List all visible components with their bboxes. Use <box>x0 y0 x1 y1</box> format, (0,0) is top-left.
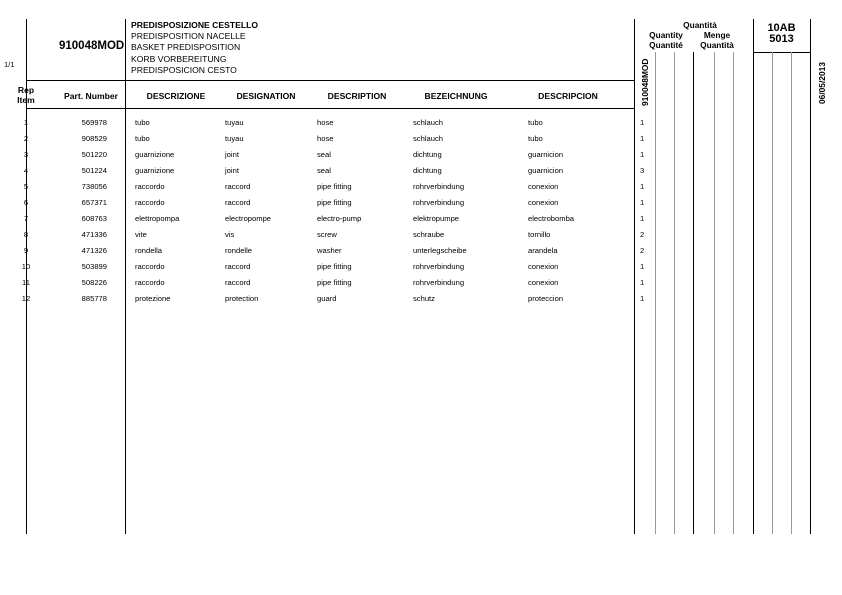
row-description: washer <box>317 246 342 255</box>
row-designation: protection <box>225 294 259 303</box>
row-rep: 9 <box>23 246 29 255</box>
row-bezeichnung: schutz <box>413 294 435 303</box>
row-part-number: 569978 <box>81 118 107 127</box>
row-quantity: 2 <box>640 246 645 255</box>
row-designation: vis <box>225 230 235 239</box>
qty-grid-line <box>655 52 656 534</box>
row-quantity: 1 <box>640 294 645 303</box>
row-part-number: 508226 <box>81 278 107 287</box>
col-bezeichnung: BEZEICHNUNG <box>424 91 488 101</box>
row-quantity: 3 <box>640 166 645 175</box>
row-descrizione: guarnizione <box>135 150 175 159</box>
row-bezeichnung: schraube <box>413 230 445 239</box>
row-bezeichnung: dichtung <box>413 166 442 175</box>
row-description: hose <box>317 118 334 127</box>
qty-header-separator-line <box>753 52 810 53</box>
title-block <box>131 20 258 76</box>
row-quantity: 1 <box>640 214 645 223</box>
row-bezeichnung: rohrverbindung <box>413 262 465 271</box>
row-descripcion: conexion <box>528 278 559 287</box>
qty-grid-line <box>733 52 734 534</box>
title-es: PREDISPOSICION CESTO <box>131 64 237 75</box>
row-part-number: 471336 <box>81 230 107 239</box>
vertical-assembly-code: 910048MOD <box>640 58 650 106</box>
row-descrizione: elettropompa <box>135 214 180 223</box>
row-descripcion: conexion <box>528 262 559 271</box>
row-part-number: 471326 <box>81 246 107 255</box>
row-descripcion: arandela <box>528 246 558 255</box>
row-description: guard <box>317 294 337 303</box>
row-bezeichnung: elektropumpe <box>413 214 460 223</box>
row-descrizione: guarnizione <box>135 166 175 175</box>
row-description: pipe fitting <box>317 198 352 207</box>
row-descrizione: tubo <box>135 134 150 143</box>
assembly-code: 910048MOD <box>59 40 125 52</box>
model-line-1: 10AB <box>767 22 796 34</box>
quantity-label-it: Quantità <box>683 20 717 30</box>
row-descrizione: raccordo <box>135 262 165 271</box>
row-descrizione: raccordo <box>135 278 165 287</box>
row-description: seal <box>317 166 331 175</box>
row-descripcion: proteccion <box>528 294 564 303</box>
row-rep: 3 <box>23 150 29 159</box>
row-quantity: 1 <box>640 150 645 159</box>
right-border-line <box>810 19 811 534</box>
row-part-number: 908529 <box>81 134 107 143</box>
qty-grid-line <box>674 52 675 534</box>
row-descripcion: conexion <box>528 182 559 191</box>
row-description: pipe fitting <box>317 278 352 287</box>
row-quantity: 2 <box>640 230 645 239</box>
row-bezeichnung: dichtung <box>413 150 442 159</box>
row-rep: 12 <box>21 294 31 303</box>
row-part-number: 738056 <box>81 182 107 191</box>
row-part-number: 608763 <box>81 214 107 223</box>
title-fr: PREDISPOSITION NACELLE <box>131 31 246 42</box>
row-description: pipe fitting <box>317 182 352 191</box>
row-rep: 1 <box>23 118 29 127</box>
qty-grid-line <box>714 52 715 534</box>
col-rep-label: Rep <box>17 85 35 95</box>
col-description: DESCRIPTION <box>327 91 387 101</box>
row-quantity: 1 <box>640 118 645 127</box>
row-bezeichnung: rohrverbindung <box>413 198 465 207</box>
row-designation: tuyau <box>225 118 244 127</box>
qty-left-divider <box>634 19 635 534</box>
row-descripcion: tubo <box>528 134 543 143</box>
row-bezeichnung: rohrverbindung <box>413 182 465 191</box>
quantity-label-de: Menge <box>703 30 731 40</box>
row-descrizione: raccordo <box>135 198 165 207</box>
row-descripcion: guarnicion <box>528 166 564 175</box>
quantity-label-fr: Quantité <box>649 40 683 50</box>
row-quantity: 1 <box>640 134 645 143</box>
row-description: seal <box>317 150 331 159</box>
quantity-label-it2: Quantità <box>700 40 734 50</box>
row-descrizione: rondella <box>135 246 163 255</box>
row-description: electro-pump <box>317 214 362 223</box>
col-descripcion: DESCRIPCION <box>538 91 598 101</box>
title-it: PREDISPOSIZIONE CESTELLO <box>131 20 259 30</box>
model-grid-line <box>791 52 792 534</box>
row-bezeichnung: schlauch <box>413 118 443 127</box>
row-bezeichnung: rohrverbindung <box>413 278 465 287</box>
row-rep: 10 <box>21 262 31 271</box>
quantity-label-en: Quantity <box>649 30 683 40</box>
row-part-number: 503899 <box>81 262 107 271</box>
row-description: screw <box>317 230 337 239</box>
page-count: 1/1 <box>4 60 15 69</box>
row-rep: 8 <box>23 230 29 239</box>
row-descrizione: tubo <box>135 118 150 127</box>
row-part-number: 657371 <box>81 198 107 207</box>
row-descrizione: protezione <box>135 294 171 303</box>
row-quantity: 1 <box>640 278 645 287</box>
row-descripcion: conexion <box>528 198 559 207</box>
col-rep-item <box>14 85 38 105</box>
qty-grid-line <box>693 52 694 534</box>
row-designation: joint <box>225 166 239 175</box>
row-rep: 6 <box>23 198 29 207</box>
row-rep: 11 <box>22 278 30 287</box>
row-quantity: 1 <box>640 198 645 207</box>
col-designation: DESIGNATION <box>236 91 296 101</box>
row-designation: tuyau <box>225 134 244 143</box>
row-descrizione: vite <box>135 230 147 239</box>
row-rep: 7 <box>23 214 29 223</box>
row-quantity: 1 <box>640 262 645 271</box>
col-item-label: Item <box>17 95 35 105</box>
row-designation: raccord <box>225 278 251 287</box>
row-rep: 5 <box>23 182 29 191</box>
row-part-number: 501220 <box>81 150 107 159</box>
row-designation: raccord <box>225 198 251 207</box>
row-descripcion: electrobomba <box>528 214 575 223</box>
row-designation: electropompe <box>225 214 272 223</box>
row-description: pipe fitting <box>317 262 352 271</box>
row-part-number: 501224 <box>81 166 107 175</box>
columns-separator-line <box>26 108 635 109</box>
row-rep: 4 <box>23 166 29 175</box>
row-descripcion: tornillo <box>528 230 551 239</box>
row-bezeichnung: unterlegscheibe <box>413 246 467 255</box>
header-separator-line <box>26 80 635 81</box>
model-grid-line <box>772 52 773 534</box>
title-en: BASKET PREDISPOSITION <box>131 42 241 53</box>
title-de: KORB VORBEREITUNG <box>131 53 227 64</box>
row-descripcion: tubo <box>528 118 543 127</box>
row-description: hose <box>317 134 334 143</box>
row-quantity: 1 <box>640 182 645 191</box>
model-line-2: 5013 <box>769 33 794 45</box>
row-descrizione: raccordo <box>135 182 165 191</box>
row-rep: 2 <box>23 134 29 143</box>
row-designation: raccord <box>225 262 251 271</box>
col-part-number: Part. Number <box>64 91 118 101</box>
qty-model-divider <box>753 19 754 534</box>
row-designation: raccord <box>225 182 251 191</box>
row-designation: rondelle <box>225 246 253 255</box>
col-descrizione: DESCRIZIONE <box>146 91 206 101</box>
row-part-number: 885778 <box>81 294 107 303</box>
row-bezeichnung: schlauch <box>413 134 443 143</box>
row-designation: joint <box>225 150 239 159</box>
vertical-date: 06/05/2013 <box>817 62 827 104</box>
row-descripcion: guarnicion <box>528 150 564 159</box>
